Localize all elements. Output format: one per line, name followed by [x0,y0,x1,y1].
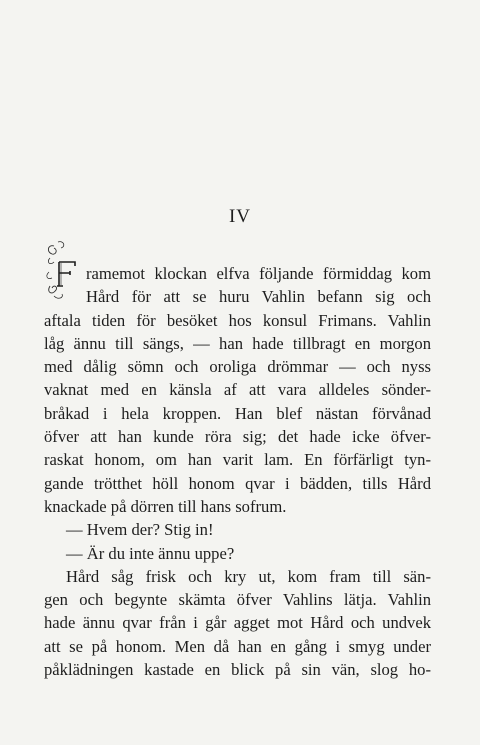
text-line: påklädningen kastade en blick på sin vän, slog ho- [44,660,431,680]
text-line: att se på honom. Men då han en gång i smyg under [44,636,431,656]
text-line: låg ännu till sängs, — han hade tillbragt en morgon [44,333,431,353]
text-line: öfver att han kunde röra sig; det hade icke öfver- [44,427,431,447]
text-line: knackade på dörren till hans sofrum. [44,496,287,516]
text-line: gen och begynte skämta öfver Vahlins lätja. Vahlin [44,590,431,610]
text-line: bråkad i hela kroppen. Han blef nästan förvånad [44,403,431,423]
text-line: med dålig sömn och oroliga drömmar — och nyss [44,357,431,377]
dialog-line: — Är du inte ännu uppe? [66,543,235,563]
chapter-body [44,262,431,681]
text-line: Hård för att se huru Vahlin befann sig och [86,287,431,307]
text-line: vaknat med en känsla af att vara alldeles sönder- [44,380,431,400]
text-line: Hård såg frisk och kry ut, kom fram till sän- [66,566,431,586]
text-line: raskat honom, om han varit lam. En förfärligt tyn- [44,450,431,470]
text-line: gande trötthet höll honom qvar i bädden, tills Hård [44,473,431,493]
chapter-number: IV [228,206,252,227]
text-line: aftala tiden för besöket hos konsul Frimans. Vahlin [44,310,431,330]
text-line: hade ännu qvar från i går agget mot Hård och undvek [44,613,431,633]
text-line: ramemot klockan elfva följande förmiddag kom [86,264,431,283]
dialog-line: — Hvem der? Stig in! [66,520,214,540]
